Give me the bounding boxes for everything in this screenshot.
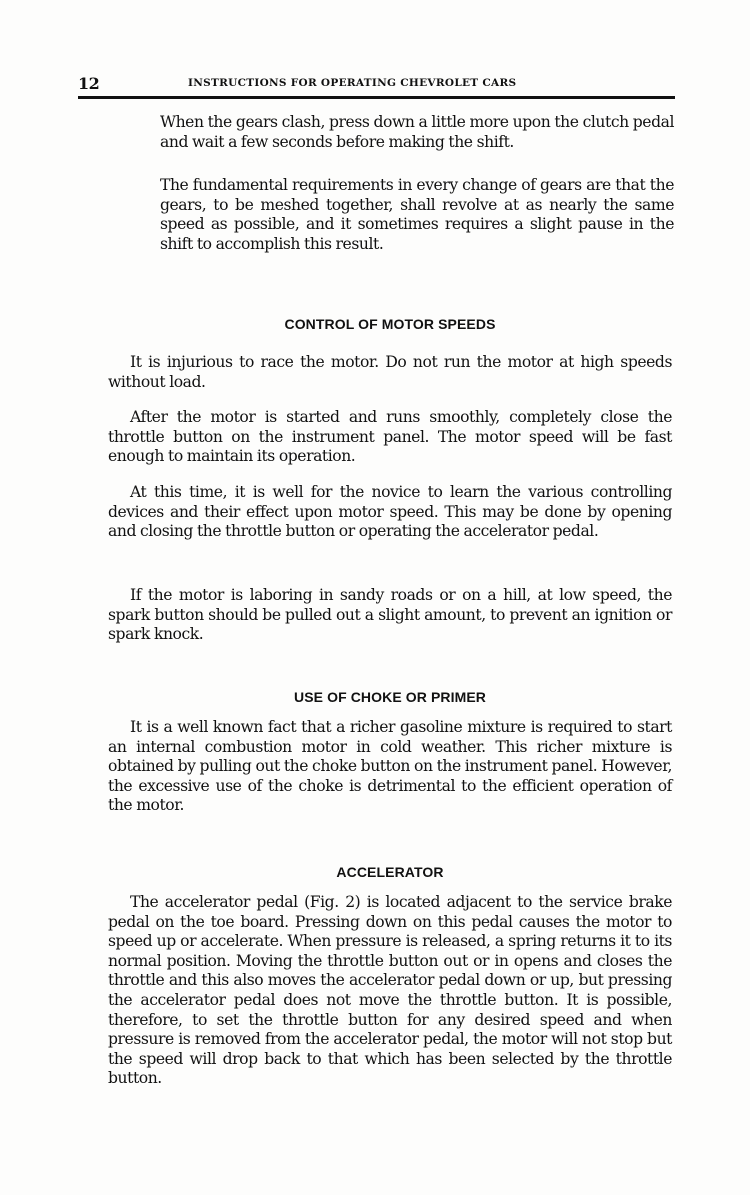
section-heading-motor-speeds: CONTROL OF MOTOR SPEEDS <box>284 316 496 332</box>
choke-paragraph-1: It is a well known fact that a richer gasoline mixture is required to start an internal combustion motor in cold weather. This richer mixture is obtained by pulling out the choke button on the instrument panel. However, the excessive use of the choke is detrimental to the efficient operation of the motor. <box>108 718 672 815</box>
motor-speeds-paragraph-1: It is injurious to race the motor. Do not run the motor at high speeds without load. <box>108 353 672 391</box>
intro-paragraph-2: The fundamental requirements in every change of gears are that the gears, to be meshed together, shall revolve at as nearly the same speed as possible, and it sometimes requires a slight pause in the shift to accomplish this result. <box>160 176 674 253</box>
intro-paragraph-1: When the gears clash, press down a little more upon the clutch pedal and wait a few seconds before making the shift. <box>160 113 674 151</box>
running-title: INSTRUCTIONS FOR OPERATING CHEVROLET CARS <box>188 77 517 89</box>
section-heading-accelerator: ACCELERATOR <box>336 864 444 880</box>
motor-speeds-paragraph-3: At this time, it is well for the novice to learn the various controlling devices and their effect upon motor speed. This may be done by opening and closing the throttle button or operating the accelerator pedal. <box>108 483 672 541</box>
running-head <box>78 74 675 99</box>
motor-speeds-paragraph-2: After the motor is started and runs smoothly, completely close the throttle button on the instrument panel. The motor speed will be fast enough to maintain its operation. <box>108 408 672 466</box>
accelerator-paragraph-1: The accelerator pedal (Fig. 2) is located adjacent to the service brake pedal on the toe board. Pressing down on this pedal causes the motor to speed up or accelerate. When pressure is released, a spring returns it to its normal position. Moving the throttle button out or in opens and closes the throttle and this also moves the accelerator pedal down or up, but pressing the accelerator pedal does not move the throttle button. It is possible, therefore, to set the throttle button for any desired speed and when pressure is removed from the accelerator pedal, the motor will not stop but the speed will drop back to that which has been selected by the throttle button. <box>108 893 672 1088</box>
page-number: 12 <box>78 74 100 93</box>
section-heading-choke: USE OF CHOKE OR PRIMER <box>294 689 486 705</box>
motor-speeds-paragraph-4: If the motor is laboring in sandy roads or on a hill, at low speed, the spark button should be pulled out a slight amount, to prevent an ignition or spark knock. <box>108 586 672 644</box>
